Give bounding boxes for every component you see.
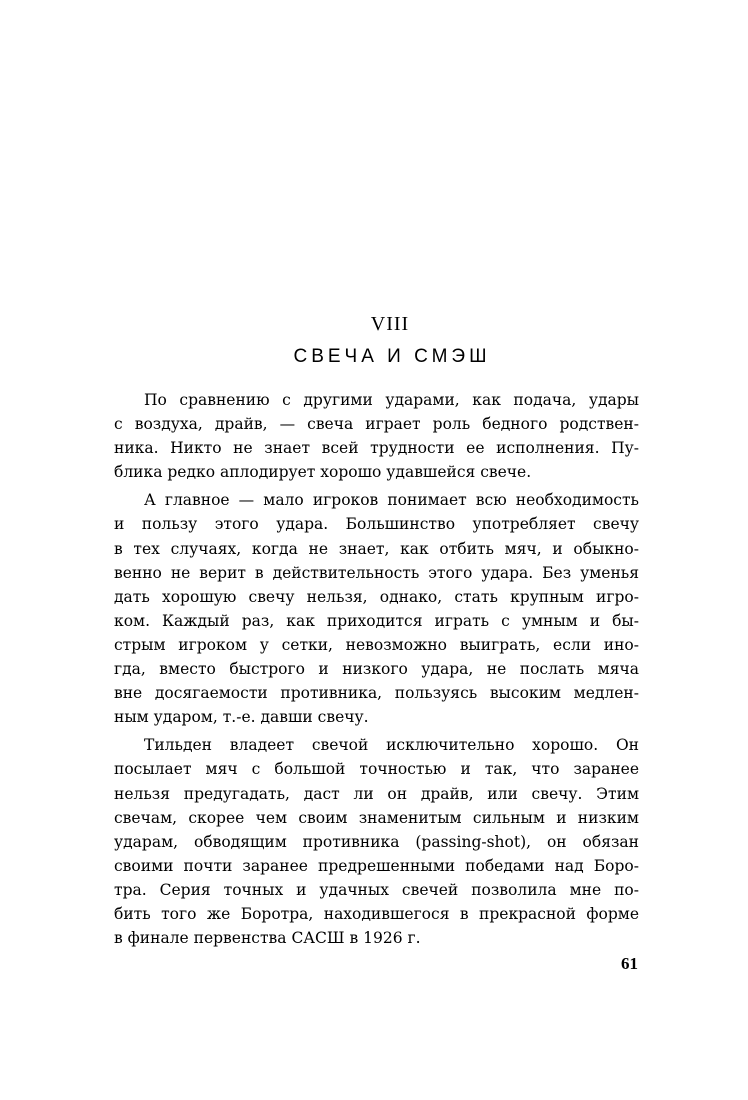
chapter-body xyxy=(114,388,639,950)
text-line: дать хорошую свечу нельзя, однако, стать крупным игро- xyxy=(114,587,639,606)
text-line: А главное — мало игроков понимает всю необходимость xyxy=(144,491,639,510)
text-line: гда, вместо быстрого и низкого удара, не послать мяча xyxy=(114,660,639,679)
text-line: блика редко аплодирует хорошо удавшейся свече. xyxy=(114,463,532,482)
text-line: тра. Серия точных и удачных свечей позволила мне по- xyxy=(114,880,639,899)
text-line: ком. Каждый раз, как приходится играть с умным и бы- xyxy=(114,611,639,630)
chapter-title: СВЕЧА И СМЭШ xyxy=(293,346,491,367)
paragraph-1 xyxy=(114,388,639,484)
paragraph-2 xyxy=(114,488,639,729)
text-line: венно не верит в действительность этого удара. Без уменья xyxy=(114,563,639,582)
text-line: в тех случаях, когда не знает, как отбить мяч, и обыкно- xyxy=(114,539,639,558)
text-line: нельзя предугадать, даст ли он драйв, или свечу. Этим xyxy=(114,784,639,803)
page-number: 61 xyxy=(621,954,638,973)
chapter-number: VIII xyxy=(370,313,410,335)
text-line: ника. Никто не знает всей трудности ее исполнения. Пу- xyxy=(114,439,639,458)
text-line: Тильден владеет свечой исключительно хорошо. Он xyxy=(144,736,639,755)
paragraph-3 xyxy=(114,733,639,950)
text-line: в финале первенства САСШ в 1926 г. xyxy=(114,929,421,948)
text-line: бить того же Боротра, находившегося в прекрасной форме xyxy=(114,904,639,923)
text-line: с воздуха, драйв, — свеча играет роль бедного родствен- xyxy=(114,415,639,434)
text-line: вне досягаемости противника, пользуясь высоким медлен- xyxy=(114,684,639,703)
text-line: ным ударом, т.-е. давши свечу. xyxy=(114,708,369,727)
text-line: своими почти заранее предрешенными победами над Боро- xyxy=(114,856,639,875)
text-line: стрым игроком у сетки, невозможно выиграть, если ино- xyxy=(114,635,639,654)
text-line: посылает мяч с большой точностью и так, что заранее xyxy=(114,760,639,779)
text-line: По сравнению с другими ударами, как подача, удары xyxy=(144,391,639,409)
text-line: свечам, скорее чем своим знаменитым сильным и низким xyxy=(114,808,639,827)
text-line: ударам, обводящим противника (passing-shot), он обязан xyxy=(114,832,639,851)
text-line: и пользу этого удара. Большинство употребляет свечу xyxy=(114,515,639,534)
